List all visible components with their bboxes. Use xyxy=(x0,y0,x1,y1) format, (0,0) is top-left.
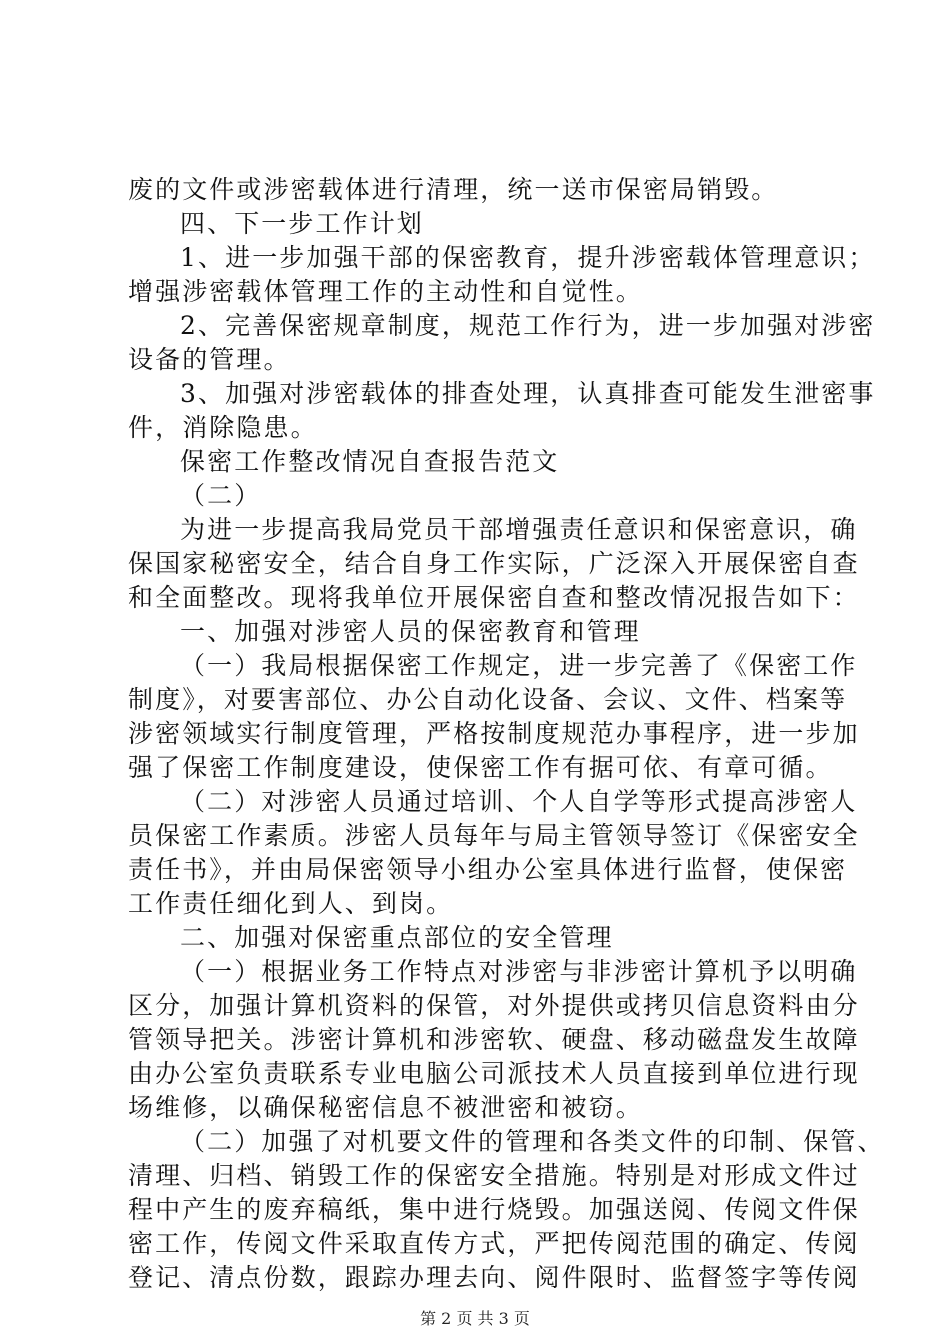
paragraph-line: （一）我局根据保密工作规定，进一步完善了《保密工作 xyxy=(180,651,858,680)
paragraph-line: 登记、清点份数，跟踪办理去向、阅件限时、监督签字等传阅 xyxy=(128,1263,860,1292)
paragraph-line: 制度》，对要害部位、办公自动化设备、会议、文件、档案等 xyxy=(128,685,848,714)
page-number: 第 2 页 共 3 页 xyxy=(420,1309,530,1328)
paragraph-line: 增强涉密载体管理工作的主动性和自觉性。 xyxy=(128,277,643,306)
document-subtitle: （二） xyxy=(180,481,262,510)
paragraph-line: 废的文件或涉密载体进行清理，统一送市保密局销毁。 xyxy=(128,175,779,204)
paragraph-line: 由办公室负责联系专业电脑公司派技术人员直接到单位进行现 xyxy=(128,1059,860,1088)
paragraph-line: 设备的管理。 xyxy=(128,345,291,374)
paragraph-line: 强了保密工作制度建设，使保密工作有据可依、有章可循。 xyxy=(128,753,833,782)
paragraph-line: （一）根据业务工作特点对涉密与非涉密计算机予以明确 xyxy=(180,957,858,986)
paragraph-line: 件，消除隐患。 xyxy=(128,413,318,442)
paragraph-line: 管领导把关。涉密计算机和涉密软、硬盘、移动磁盘发生故障 xyxy=(128,1025,860,1054)
paragraph-line: 和全面整改。现将我单位开展保密自查和整改情况报告如下： xyxy=(128,583,860,612)
paragraph-line: 场维修，以确保秘密信息不被泄密和被窃。 xyxy=(128,1093,643,1122)
paragraph-line: 区分，加强计算机资料的保管，对外提供或拷贝信息资料由分 xyxy=(128,991,860,1020)
paragraph-line: 3、加强对涉密载体的排查处理，认真排查可能发生泄密事 xyxy=(180,379,876,408)
paragraph-line: 为进一步提高我局党员干部增强责任意识和保密意识，确 xyxy=(180,515,858,544)
paragraph-line: 程中产生的废弃稿纸，集中进行烧毁。加强送阅、传阅文件保 xyxy=(128,1195,860,1224)
paragraph-line: （二）对涉密人员通过培训、个人自学等形式提高涉密人 xyxy=(180,787,858,816)
paragraph-line: 员保密工作素质。涉密人员每年与局主管领导签订《保密安全 xyxy=(128,821,860,850)
paragraph-line: 清理、归档、销毁工作的保密安全措施。特别是对形成文件过 xyxy=(128,1161,860,1190)
paragraph-line: 保国家秘密安全，结合自身工作实际，广泛深入开展保密自查 xyxy=(128,549,860,578)
paragraph-line: 1、进一步加强干部的保密教育，提升涉密载体管理意识； xyxy=(180,243,876,272)
document-title: 保密工作整改情况自查报告范文 xyxy=(180,447,560,476)
paragraph-line: 涉密领域实行制度管理，严格按制度规范办事程序，进一步加 xyxy=(128,719,860,748)
paragraph-line: 工作责任细化到人、到岗。 xyxy=(128,889,454,918)
section-heading: 一、加强对涉密人员的保密教育和管理 xyxy=(180,617,641,646)
paragraph-line: 2、完善保密规章制度，规范工作行为，进一步加强对涉密 xyxy=(180,311,876,340)
paragraph-line: （二）加强了对机要文件的管理和各类文件的印制、保管、 xyxy=(180,1127,885,1156)
paragraph-line: 责任书》，并由局保密领导小组办公室具体进行监督，使保密 xyxy=(128,855,848,884)
section-heading: 二、加强对保密重点部位的安全管理 xyxy=(180,923,614,952)
section-heading: 四、下一步工作计划 xyxy=(180,209,424,238)
paragraph-line: 密工作，传阅文件采取直传方式，严把传阅范围的确定、传阅 xyxy=(128,1229,860,1258)
